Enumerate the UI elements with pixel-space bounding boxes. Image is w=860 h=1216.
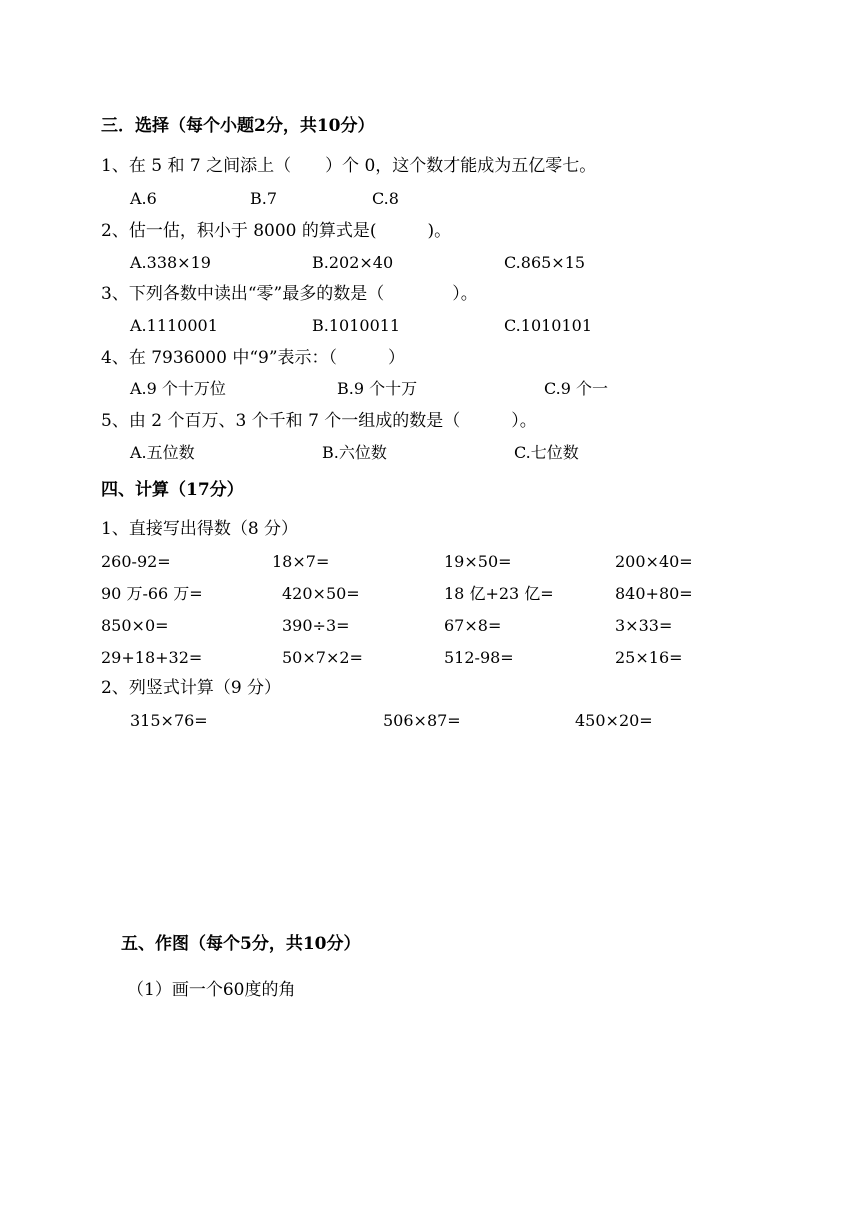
question-3: 3、下列各数中读出“零”最多的数是（ ）。 [101,284,478,304]
q2-option-a: A.338×19 [130,253,211,272]
calc-item: 50×7×2= [282,648,363,667]
q5-option-c: C.七位数 [514,443,579,462]
section-5-title: 五、作图（每个5分，共10分） [121,934,361,954]
calc-item: 200×40= [615,552,693,571]
calc-item: 3×33= [615,616,673,635]
q2-option-b: B.202×40 [312,253,394,272]
calc-item: 25×16= [615,648,683,667]
calc-item: 19×50= [444,552,512,571]
drawing-item-1: （1）画一个60度的角 [127,980,296,1000]
q1-option-a: A.6 [130,189,157,208]
section-4-title: 四、计算（17分） [101,480,244,500]
question-1: 1、在 5 和 7 之间添上（ ）个 0，这个数才能成为五亿零七。 [101,156,597,176]
q4-option-c: C.9 个一 [544,379,609,398]
calc-part-1-title: 1、直接写出得数（8 分） [101,519,299,539]
q3-option-c: C.1010101 [504,316,593,335]
q2-option-c: C.865×15 [504,253,586,272]
q5-option-b: B.六位数 [322,443,387,462]
question-5: 5、由 2 个百万、3 个千和 7 个一组成的数是（ ）。 [101,411,537,431]
q4-option-b: B.9 个十万 [337,379,418,398]
q1-option-c: C.8 [372,189,399,208]
vertical-calc-item: 450×20= [575,711,653,730]
calc-item: 850×0= [101,616,169,635]
vertical-calc-item: 506×87= [383,711,461,730]
calc-item: 18 亿+23 亿= [444,584,554,603]
q1-option-b: B.7 [250,189,278,208]
q3-option-a: A.1110001 [130,316,218,335]
calc-item: 260-92= [101,552,171,571]
question-4: 4、在 7936000 中“9”表示：（ ） [101,348,406,368]
q5-option-a: A.五位数 [130,443,195,462]
calc-item: 67×8= [444,616,502,635]
calc-part-2-title: 2、列竖式计算（9 分） [101,678,282,698]
vertical-calc-item: 315×76= [130,711,208,730]
calc-item: 840+80= [615,584,693,603]
question-2: 2、估一估，积小于 8000 的算式是( )。 [101,221,452,241]
calc-item: 90 万-66 万= [101,584,203,603]
calc-item: 420×50= [282,584,360,603]
calc-item: 390÷3= [282,616,350,635]
calc-item: 512-98= [444,648,514,667]
section-3-title: 三．选择（每个小题2分，共10分） [101,116,375,136]
q3-option-b: B.1010011 [312,316,401,335]
q4-option-a: A.9 个十万位 [130,379,226,398]
calc-item: 29+18+32= [101,648,203,667]
calc-item: 18×7= [272,552,330,571]
